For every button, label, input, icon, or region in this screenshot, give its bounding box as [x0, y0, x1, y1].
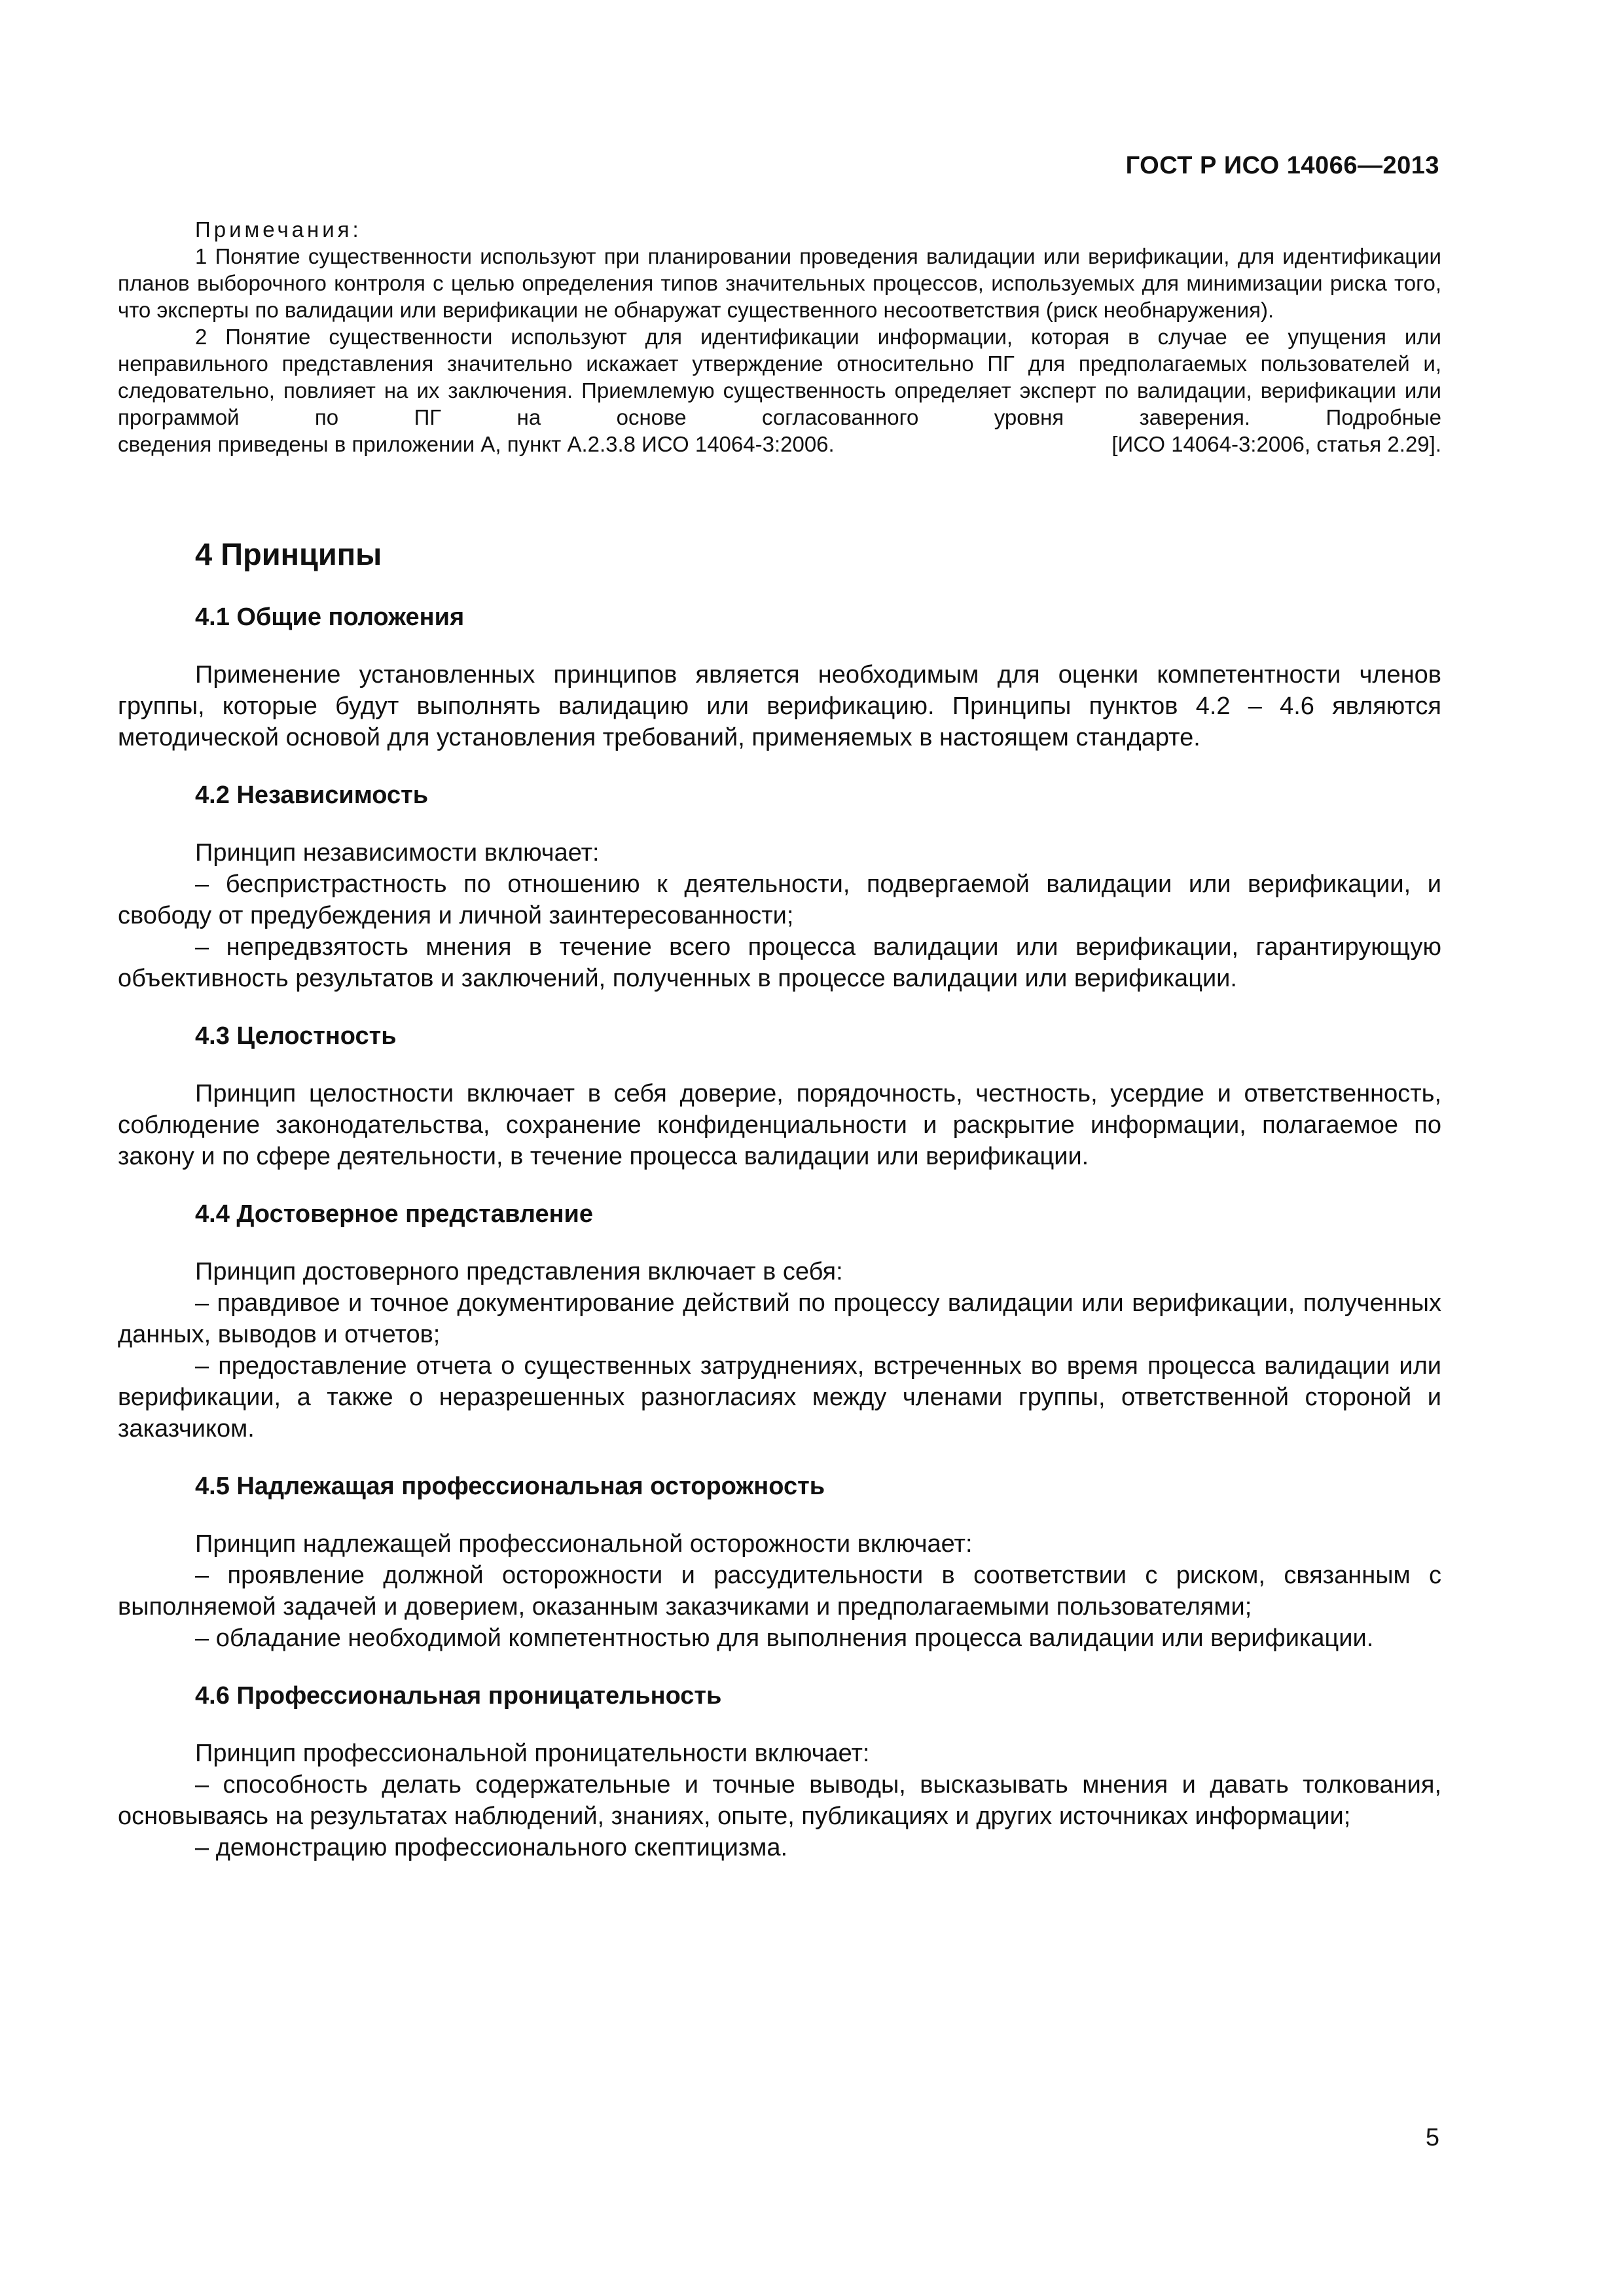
- list-item: – предоставление отчета о существенных затруднениях, встреченных во время процесса валидации или верификации, а также о неразрешенных разногласиях между членами группы, ответственной стороной и заказчиком.: [118, 1352, 1441, 1443]
- subsection-professional-judgement: [118, 1680, 1441, 1863]
- subsection-title: 4.1 Общие положения: [195, 603, 465, 631]
- subsection-title: 4.5 Надлежащая профессиональная осторожность: [195, 1473, 825, 1500]
- subsection-intro: Принцип независимости включает:: [195, 839, 600, 867]
- list-item: – демонстрацию профессионального скептицизма.: [195, 1834, 788, 1861]
- subsection-title: 4.2 Независимость: [195, 781, 429, 809]
- principles-section: [118, 533, 1441, 1863]
- subsection-integrity: [118, 1020, 1441, 1172]
- list-item: – способность делать содержательные и точные выводы, высказывать мнения и давать толкования, основываясь на результатах наблюдений, знаниях, опыте, публикациях и других источниках информации;: [118, 1771, 1441, 1830]
- list-item: – беспристрастность по отношению к деятельности, подвергаемой валидации или верификации, и свободу от предубеждения и личной заинтересованности;: [118, 870, 1441, 929]
- list-item: – обладание необходимой компетентностью для выполнения процесса валидации или верификации.: [195, 1624, 1374, 1652]
- note-2-last-line: [118, 431, 1441, 457]
- subsection-due-care: [118, 1471, 1441, 1654]
- subsection-fair-presentation: [118, 1198, 1441, 1444]
- note-2: 2 Понятие существенности используют для идентификации информации, которая в случае ее упущения или неправильного представления значительно искажает утверждение относительно ПГ для предполагаемых пользователей и, следовательно, повлияет на их заключения. Приемлемую существенность определяет эксперт по валидации, верификации или программой по ПГ на основе согласованного уровня заверения. Подробные: [118, 325, 1441, 429]
- subsection-title: 4.3 Целостность: [195, 1022, 397, 1050]
- list-item: – проявление должной осторожности и рассудительности в соответствии с риском, связанным с выполняемой задачей и доверием, оказанным заказчиками и предполагаемыми пользователями;: [118, 1562, 1441, 1621]
- subsection-independence: [118, 780, 1441, 994]
- subsection-title: 4.4 Достоверное представление: [195, 1200, 594, 1228]
- subsection-intro: Принцип надлежащей профессиональной осторожности включает:: [195, 1530, 973, 1558]
- page-number: 5: [1425, 2124, 1439, 2151]
- list-item: – правдивое и точное документирование действий по процессу валидации или верификации, полученных данных, выводов и отчетов;: [118, 1289, 1441, 1348]
- notes-block: [118, 216, 1441, 457]
- subsection-intro: Принцип профессиональной проницательности включает:: [195, 1740, 870, 1767]
- subsection-general: [118, 601, 1441, 753]
- note-2-tail: сведения приведены в приложении А, пункт А.2.3.8 ИСО 14064-3:2006.: [118, 432, 835, 456]
- subsection-intro: Применение установленных принципов является необходимым для оценки компетентности членов группы, которые будут выполнять валидацию или верификацию. Принципы пунктов 4.2 – 4.6 являются методической основой для установления требований, применяемых в настоящем стандарте.: [118, 661, 1441, 751]
- notes-label: Примечания:: [195, 217, 362, 242]
- subsection-title: 4.6 Профессиональная проницательность: [195, 1682, 722, 1710]
- section-title: 4 Принципы: [195, 537, 382, 571]
- subsection-intro: Принцип целостности включает в себя доверие, порядочность, честность, усердие и ответственность, соблюдение законодательства, сохранение конфиденциальности и раскрытие информации, полагаемое по закону и по сфере деятельности, в течение процесса валидации или верификации.: [118, 1080, 1441, 1170]
- note-1: 1 Понятие существенности используют при планировании проведения валидации или верификации, для идентификации планов выборочного контроля с целью определения типов значительных процессов, используемых для минимизации риска того, что эксперты по валидации или верификации не обнаружат существенного несоответствия (риск необнаружения).: [118, 244, 1441, 322]
- document-header: ГОСТ Р ИСО 14066—2013: [1125, 152, 1439, 179]
- note-2-reference: [ИСО 14064-3:2006, статья 2.29].: [1111, 432, 1441, 456]
- list-item: – непредвзятость мнения в течение всего процесса валидации или верификации, гарантирующую объективность результатов и заключений, полученных в процессе валидации или верификации.: [118, 933, 1441, 992]
- subsection-intro: Принцип достоверного представления включает в себя:: [195, 1258, 843, 1285]
